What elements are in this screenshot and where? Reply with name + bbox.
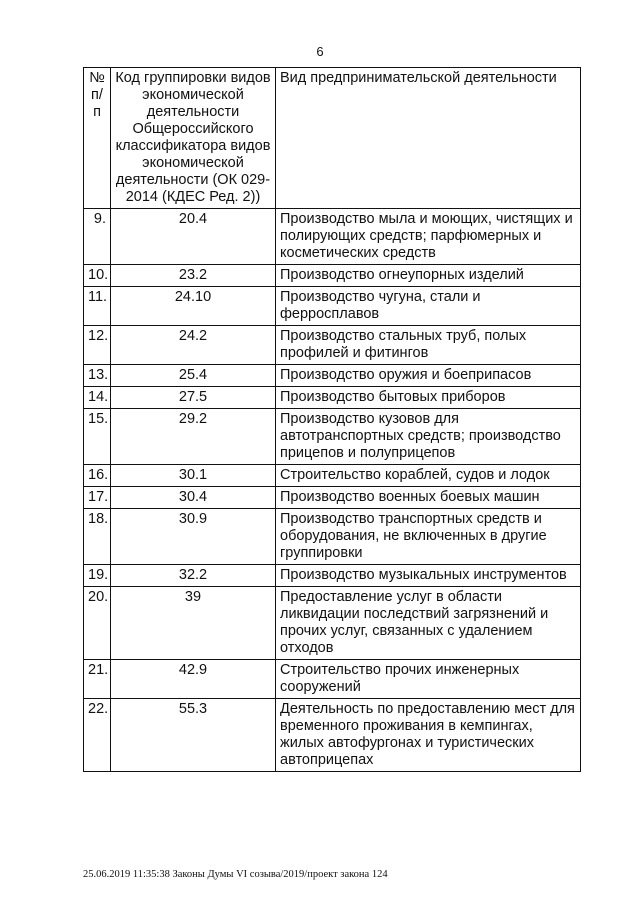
row-activity: Производство оружия и боеприпасов xyxy=(276,365,581,387)
row-activity: Строительство кораблей, судов и лодок xyxy=(276,465,581,487)
header-number: № п/п xyxy=(84,68,111,209)
row-code: 29.2 xyxy=(111,409,276,465)
table-row xyxy=(84,509,581,565)
page-number: 6 xyxy=(316,44,324,59)
row-number: 10. xyxy=(84,265,111,287)
row-code: 39 xyxy=(111,587,276,660)
row-activity: Производство мыла и моющих, чистящих и полирующих средств; парфюмерных и косметических средств xyxy=(276,209,581,265)
table-header-row xyxy=(84,68,581,209)
row-number: 16. xyxy=(84,465,111,487)
row-number: 22. xyxy=(84,699,111,772)
table-row xyxy=(84,465,581,487)
row-code: 30.4 xyxy=(111,487,276,509)
header-activity: Вид предпринимательской деятельности xyxy=(276,68,581,209)
table-row xyxy=(84,587,581,660)
row-code: 30.9 xyxy=(111,509,276,565)
row-code: 42.9 xyxy=(111,660,276,699)
row-code: 30.1 xyxy=(111,465,276,487)
row-code: 24.2 xyxy=(111,326,276,365)
row-activity: Производство музыкальных инструментов xyxy=(276,565,581,587)
row-code: 23.2 xyxy=(111,265,276,287)
row-number: 21. xyxy=(84,660,111,699)
row-code: 32.2 xyxy=(111,565,276,587)
table-body xyxy=(84,209,581,772)
row-number: 18. xyxy=(84,509,111,565)
table-row xyxy=(84,699,581,772)
activity-table xyxy=(83,67,581,772)
table-row xyxy=(84,565,581,587)
table-row xyxy=(84,287,581,326)
row-code: 55.3 xyxy=(111,699,276,772)
row-activity: Производство чугуна, стали и ферросплавов xyxy=(276,287,581,326)
row-code: 20.4 xyxy=(111,209,276,265)
row-activity: Производство транспортных средств и оборудования, не включенных в другие группировки xyxy=(276,509,581,565)
row-activity: Производство бытовых приборов xyxy=(276,387,581,409)
row-number: 11. xyxy=(84,287,111,326)
row-number: 20. xyxy=(84,587,111,660)
row-number: 19. xyxy=(84,565,111,587)
table-row xyxy=(84,265,581,287)
table-row xyxy=(84,365,581,387)
row-activity: Деятельность по предоставлению мест для временного проживания в кемпингах, жилых автофургонах и туристических автоприцепах xyxy=(276,699,581,772)
row-activity: Строительство прочих инженерных сооружений xyxy=(276,660,581,699)
row-number: 17. xyxy=(84,487,111,509)
table-row xyxy=(84,209,581,265)
row-code: 25.4 xyxy=(111,365,276,387)
table-row xyxy=(84,409,581,465)
row-activity: Производство кузовов для автотранспортных средств; производство прицепов и полуприцепов xyxy=(276,409,581,465)
header-code: Код группировки видов экономической деятельности Общероссийского классификатора видов экономической деятельности (ОК 029-2014 (КДЕС Ред. 2)) xyxy=(111,68,276,209)
footer-stamp: 25.06.2019 11:35:38 Законы Думы VI созыва/2019/проект закона 124 xyxy=(83,869,388,880)
row-number: 13. xyxy=(84,365,111,387)
row-code: 24.10 xyxy=(111,287,276,326)
row-number: 12. xyxy=(84,326,111,365)
row-activity: Производство стальных труб, полых профилей и фитингов xyxy=(276,326,581,365)
row-number: 15. xyxy=(84,409,111,465)
row-code: 27.5 xyxy=(111,387,276,409)
row-activity: Производство военных боевых машин xyxy=(276,487,581,509)
row-number: 14. xyxy=(84,387,111,409)
table-row xyxy=(84,487,581,509)
row-number: 9. xyxy=(84,209,111,265)
row-activity: Производство огнеупорных изделий xyxy=(276,265,581,287)
table-row xyxy=(84,387,581,409)
table-row xyxy=(84,660,581,699)
row-activity: Предоставление услуг в области ликвидации последствий загрязнений и прочих услуг, связанных с удалением отходов xyxy=(276,587,581,660)
table-row xyxy=(84,326,581,365)
